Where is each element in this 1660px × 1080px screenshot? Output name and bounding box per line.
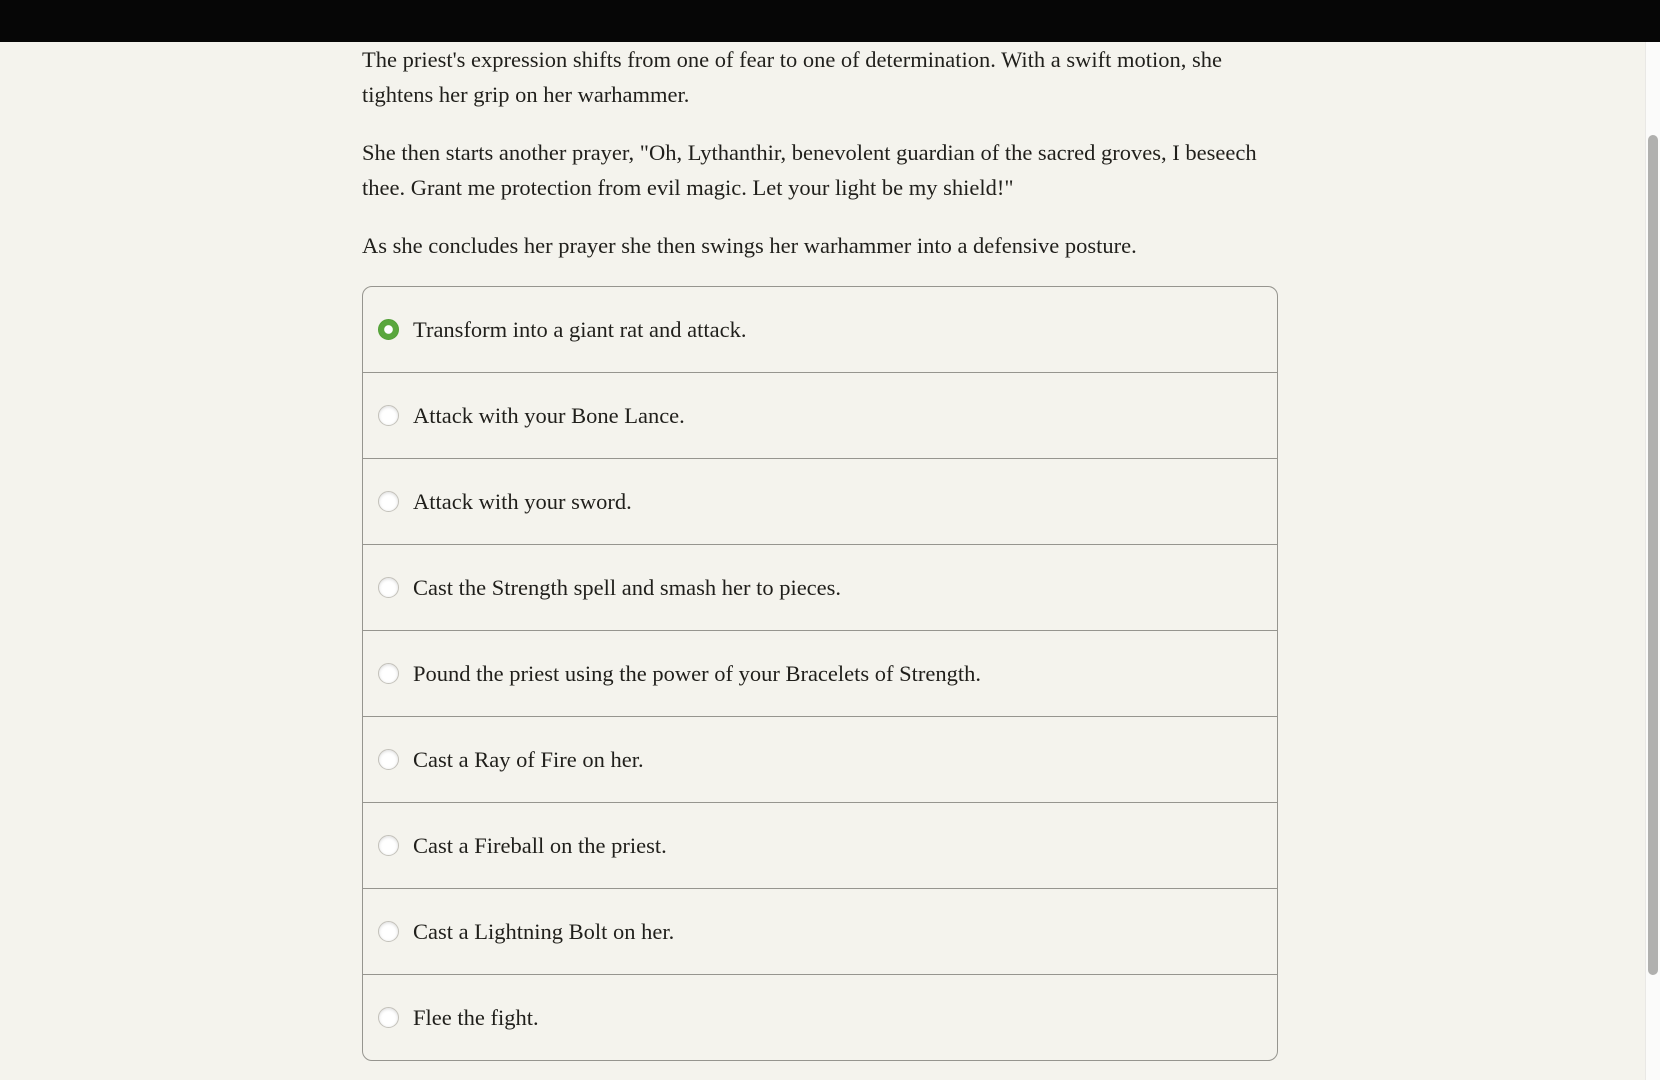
choice-row[interactable] (363, 631, 1277, 717)
radio-button[interactable] (378, 577, 399, 598)
choice-row[interactable] (363, 889, 1277, 975)
radio-button[interactable] (378, 663, 399, 684)
scrollbar-track[interactable] (1645, 42, 1660, 1080)
choice-label: Cast a Ray of Fire on her. (413, 746, 644, 772)
scrollbar-thumb[interactable] (1648, 135, 1658, 975)
choice-row[interactable] (363, 545, 1277, 631)
top-bar (0, 0, 1660, 42)
radio-button[interactable] (378, 1007, 399, 1028)
radio-button[interactable] (378, 835, 399, 856)
story-content (362, 42, 1278, 1061)
choice-label: Flee the fight. (413, 1004, 539, 1030)
radio-button[interactable] (378, 491, 399, 512)
choice-row[interactable] (363, 975, 1277, 1060)
choice-row[interactable] (363, 717, 1277, 803)
story-paragraph: She then starts another prayer, "Oh, Lythanthir, benevolent guardian of the sacred groves, I beseech thee. Grant me protection from evil magic. Let your light be my shield!" (362, 140, 1257, 200)
choice-list (362, 286, 1278, 1061)
choice-row[interactable] (363, 803, 1277, 889)
choice-label: Transform into a giant rat and attack. (413, 316, 747, 342)
choice-label: Pound the priest using the power of your Bracelets of Strength. (413, 660, 982, 686)
choice-row[interactable] (363, 373, 1277, 459)
choice-label: Cast a Fireball on the priest. (413, 832, 667, 858)
choice-label: Attack with your Bone Lance. (413, 402, 685, 428)
choice-row[interactable] (363, 459, 1277, 545)
radio-button[interactable] (378, 319, 399, 340)
story-paragraph: As she concludes her prayer she then swings her warhammer into a defensive posture. (362, 233, 1137, 258)
choice-label: Cast the Strength spell and smash her to pieces. (413, 574, 842, 600)
radio-button[interactable] (378, 921, 399, 942)
story-paragraph: The priest's expression shifts from one of fear to one of determination. With a swift motion, she tightens her grip on her warhammer. (362, 47, 1223, 107)
choice-row[interactable] (363, 287, 1277, 373)
choice-label: Attack with your sword. (413, 488, 632, 514)
radio-button[interactable] (378, 749, 399, 770)
radio-button[interactable] (378, 405, 399, 426)
choice-label: Cast a Lightning Bolt on her. (413, 918, 675, 944)
